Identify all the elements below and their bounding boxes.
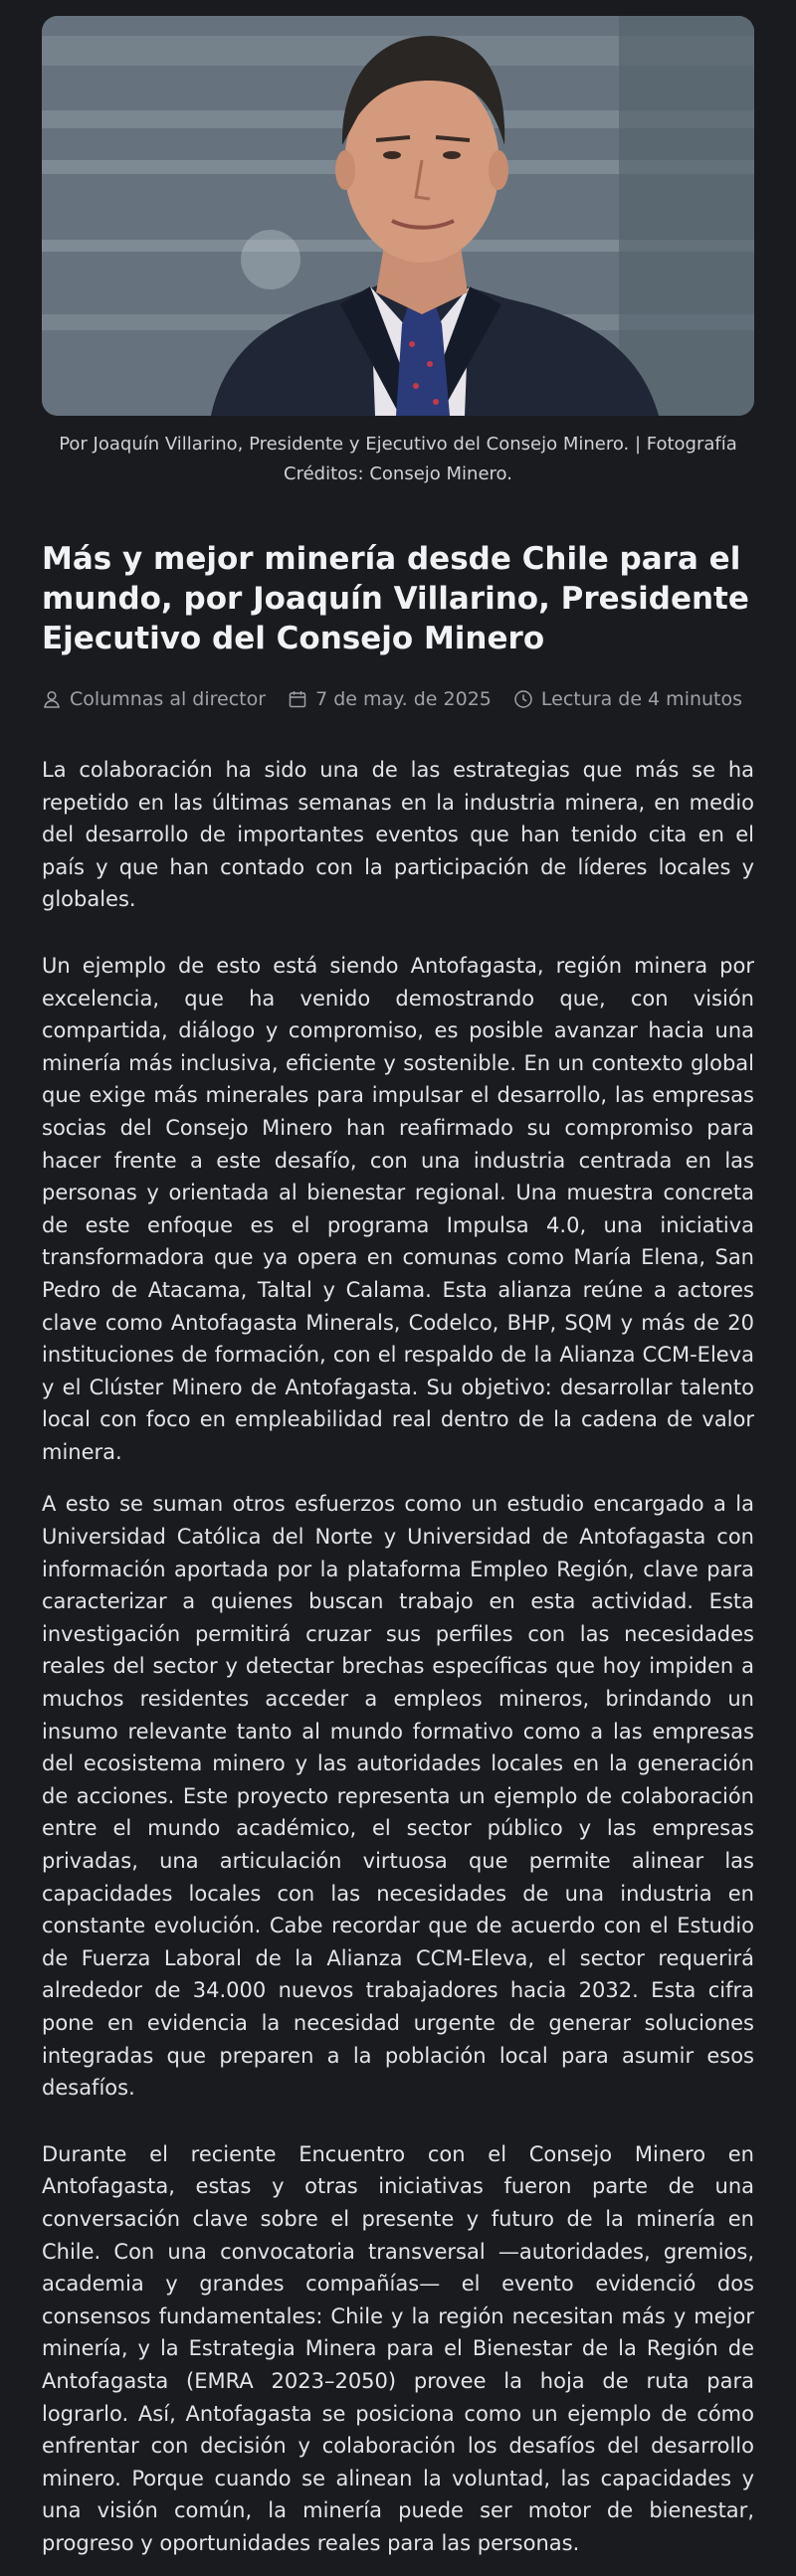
date-label: 7 de may. de 2025 bbox=[315, 688, 492, 710]
category-label: Columnas al director bbox=[70, 688, 267, 710]
category-link[interactable] bbox=[42, 688, 266, 710]
reading-time-label: Lectura de 4 minutos bbox=[540, 688, 743, 710]
article-meta bbox=[42, 688, 754, 710]
portrait-illustration bbox=[42, 16, 754, 416]
reading-time bbox=[513, 688, 742, 710]
clock-icon bbox=[513, 689, 533, 709]
article-title: Más y mejor minería desde Chile para el mundo, por Joaquín Villarino, Presidente Ejecutivo del Consejo Minero bbox=[42, 541, 749, 656]
article-body bbox=[42, 754, 754, 2559]
user-icon bbox=[42, 689, 62, 709]
photo-caption: Por Joaquín Villarino, Presidente y Ejecutivo del Consejo Minero. | Fotografía Créditos: Consejo Minero. bbox=[59, 434, 737, 484]
article-paragraph: Un ejemplo de esto está siendo Antofagasta, región minera por excelencia, que ha venido demostrando que, con visión compartida, diálogo y compromiso, es posible avanzar hacia una minería más inclusiva, eficiente y sostenible. En un contexto global que exige más minerales para impulsar el desarrollo, las empresas socias del Consejo Minero han reafirmado su compromiso para hacer frente a este desafío, con una industria centrada en las personas y orientada al bienestar regional. Una muestra concreta de este enfoque es el programa Impulsa 4.0, una iniciativa transformadora que ya opera en comunas como María Elena, San Pedro de Atacama, Taltal y Calama. Esta alianza reúne a actores clave como Antofagasta Minerals, Codelco, BHP, SQM y más de 20 instituciones de formación, con el respaldo de la Alianza CCM-Eleva y el Clúster Minero de Antofagasta. Su objetivo: desarrollar talento local con foco en empleabilidad real dentro de la cadena de valor minera. bbox=[42, 953, 754, 1464]
calendar-icon bbox=[288, 689, 307, 709]
author-photo bbox=[42, 16, 754, 416]
article-container bbox=[42, 0, 754, 2559]
article-paragraph: La colaboración ha sido una de las estrategias que más se ha repetido en las últimas semanas en la industria minera, en medio del desarrollo de importantes eventos que han tenido cita en el país y que han contado con la participación de líderes locales y globales. bbox=[42, 758, 754, 912]
article-paragraph: Durante el reciente Encuentro con el Consejo Minero en Antofagasta, estas y otras iniciativas fueron parte de una conversación clave sobre el presente y futuro de la minería en Chile. Con una convocatoria transversal —autoridades, gremios, academia y grandes compañías— el evento evidenció dos consensos fundamentales: Chile y la región necesitan más y mejor minería, y la Estrategia Minera para el Bienestar de la Región de Antofagasta (EMRA 2023–2050) provee la hoja de ruta para lograrlo. Así, Antofagasta se posiciona como un ejemplo de cómo enfrentar con decisión y colaboración los desafíos del desarrollo minero. Porque cuando se alinean la voluntad, las capacidades y una visión común, la minería puede ser motor de bienestar, progreso y oportunidades reales para las personas. bbox=[42, 2141, 754, 2555]
article-paragraph: A esto se suman otros esfuerzos como un estudio encargado a la Universidad Católica del Norte y Universidad de Antofagasta con información aportada por la plataforma Empleo Región, clave para caracterizar a quienes buscan trabajo en esta actividad. Esta investigación permitirá cruzar sus perfiles con las necesidades reales del sector y detectar brechas específicas que hoy impiden a muchos residentes acceder a empleos mineros, brindando un insumo relevante tanto al mundo formativo como a las empresas del ecosistema minero y las autoridades locales en la generación de acciones. Este proyecto representa un ejemplo de colaboración entre el mundo académico, el sector público y las empresas privadas, una articulación virtuosa que permite alinear las capacidades locales con las necesidades de una industria en constante evolución. Cabe recordar que de acuerdo con el Estudio de Fuerza Laboral de la Alianza CCM-Eleva, el sector requerirá alrededor de 34.000 nuevos trabajadores hacia 2032. Esta cifra pone en evidencia la necesidad urgente de generar soluciones integradas que preparen a la población local para asumir esos desafíos. bbox=[42, 1492, 754, 2101]
publish-date bbox=[288, 688, 492, 710]
